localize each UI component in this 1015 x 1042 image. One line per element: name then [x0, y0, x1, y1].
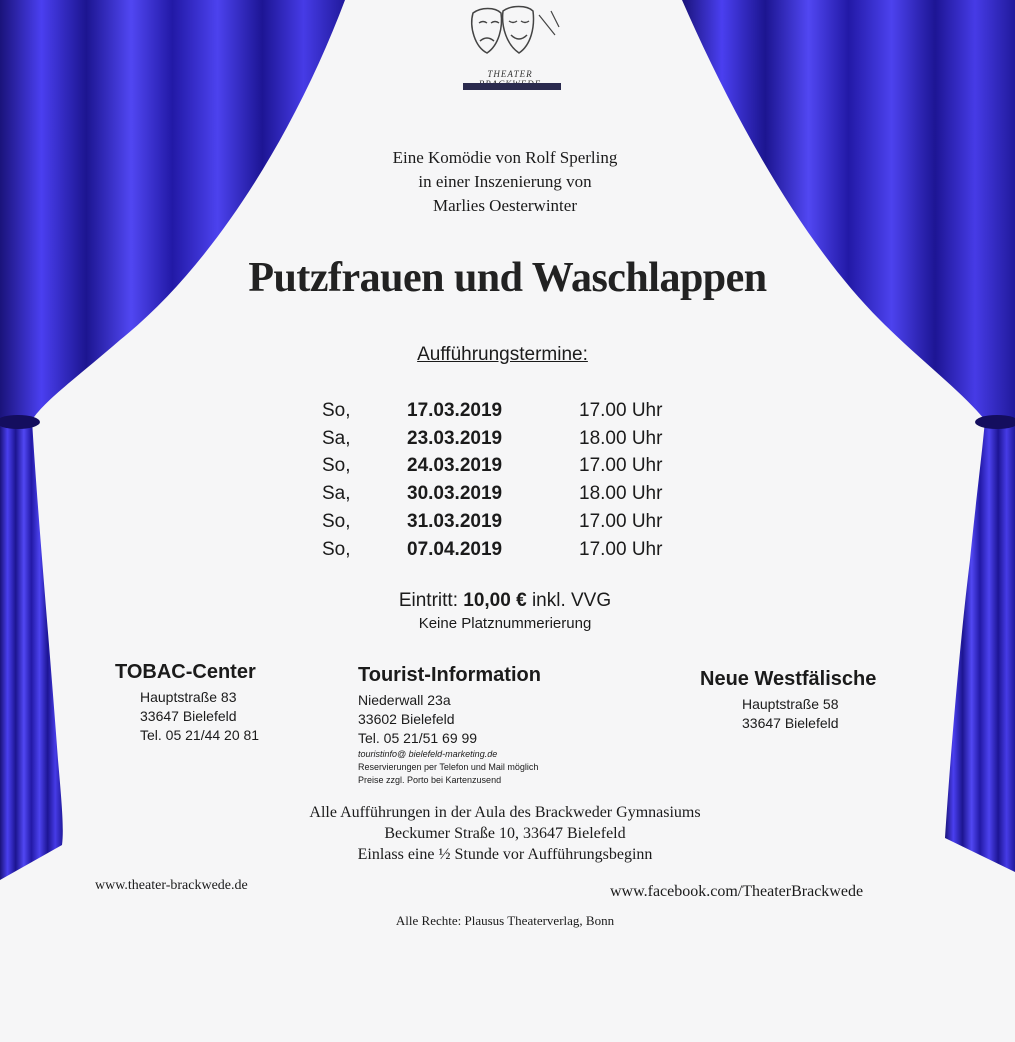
vendor-note-postage: Preise zzgl. Porto bei Kartenzusend [358, 775, 502, 785]
vendor-name: Neue Westfälische [700, 668, 877, 690]
performance-time: 18.00 Uhr [579, 483, 663, 505]
performance-time: 17.00 Uhr [579, 455, 663, 477]
venue-line-2: Beckumer Straße 10, 33647 Bielefeld [384, 825, 626, 842]
venue-line-1: Alle Aufführungen in der Aula des Brackweder Gymnasiums [309, 804, 701, 821]
vendor-email: touristinfo@ bielefeld-marketing.de [358, 749, 498, 759]
vendor-city: 33647 Bielefeld [742, 715, 839, 731]
admission-suffix: inkl. VVG [531, 590, 612, 611]
performance-date: 07.04.2019 [407, 538, 503, 560]
vendor-street: Niederwall 23a [358, 692, 451, 708]
performance-date: 31.03.2019 [407, 511, 503, 533]
admission-price [300, 590, 710, 612]
vendor-city: 33602 Bielefeld [358, 711, 455, 727]
seating-note: Keine Platznummerierung [418, 615, 592, 632]
performance-row [322, 397, 699, 425]
vendor-neue-westfaelische [700, 668, 905, 733]
vendor-tobac [115, 661, 259, 745]
performance-day: So, [322, 399, 351, 421]
performance-date: 24.03.2019 [407, 455, 503, 477]
performance-day: So, [322, 455, 351, 477]
performance-date: 17.03.2019 [407, 399, 503, 421]
performance-row [322, 536, 699, 564]
facebook-link[interactable]: www.facebook.com/TheaterBrackwede [610, 883, 864, 900]
vendor-street: Hauptstraße 83 [140, 689, 237, 705]
intro-line-2: in einer Inszenierung von [418, 172, 592, 191]
vendor-phone: Tel. 05 21/44 20 81 [140, 727, 260, 743]
performance-schedule [322, 397, 699, 564]
rights-notice: Alle Rechte: Plausus Theaterverlag, Bonn [395, 913, 615, 928]
intro-credits [300, 146, 710, 218]
admission-label: Eintritt: [398, 590, 458, 611]
venue-info [260, 802, 750, 865]
vendor-phone: Tel. 05 21/51 69 99 [358, 730, 478, 746]
admission-amount: 10,00 € [463, 590, 527, 611]
performance-time: 17.00 Uhr [579, 538, 663, 560]
performance-row [322, 453, 699, 481]
curtain-left [0, 0, 345, 880]
venue-line-3: Einlass eine ½ Stunde vor Aufführungsbeginn [357, 846, 653, 863]
performance-time: 17.00 Uhr [579, 511, 663, 533]
vendor-tourist-information [358, 664, 541, 787]
vendor-city: 33647 Bielefeld [140, 708, 237, 724]
theater-logo [455, 5, 575, 95]
logo-bar [463, 83, 561, 90]
logo-text: THEATER [487, 69, 533, 79]
vendor-street: Hauptstraße 58 [742, 696, 839, 712]
performance-row [322, 425, 699, 453]
vendor-name: Tourist-Information [358, 664, 541, 686]
performance-time: 17.00 Uhr [579, 399, 663, 421]
performance-day: So, [322, 511, 351, 533]
intro-line-1: Eine Komödie von Rolf Sperling [392, 148, 618, 167]
intro-line-3: Marlies Oesterwinter [433, 196, 577, 215]
performance-row [322, 508, 699, 536]
vendor-note-reservation: Reservierungen per Telefon und Mail möglich [358, 762, 539, 772]
theater-masks-icon [455, 5, 565, 69]
performance-date: 23.03.2019 [407, 427, 503, 449]
website-link[interactable]: www.theater-brackwede.de [95, 878, 248, 893]
play-title: Putzfrauen und Waschlappen [248, 255, 767, 301]
dates-heading: Aufführungstermine: [417, 344, 588, 365]
performance-time: 18.00 Uhr [579, 427, 663, 449]
performance-row [322, 480, 699, 508]
performance-date: 30.03.2019 [407, 483, 503, 505]
performance-day: Sa, [322, 427, 351, 449]
performance-day: Sa, [322, 483, 351, 505]
vendor-name: TOBAC-Center [115, 661, 256, 683]
curtain-right [682, 0, 1015, 872]
performance-day: So, [322, 538, 351, 560]
